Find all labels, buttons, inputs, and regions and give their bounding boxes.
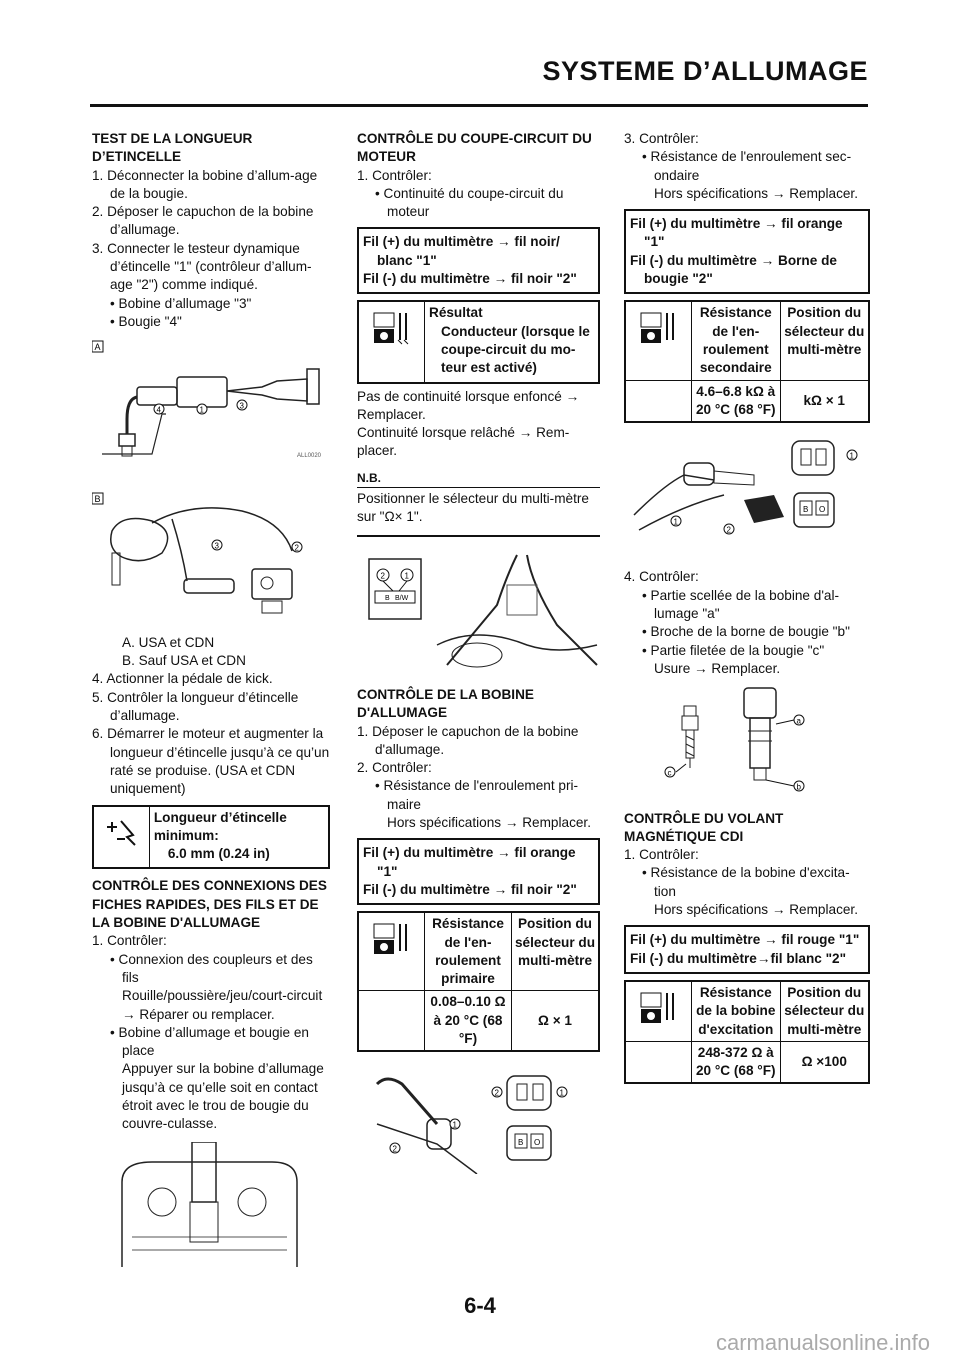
cdi-table	[624, 980, 870, 1084]
spark-gap-icon	[94, 807, 150, 868]
page-number: 6-4	[464, 1293, 496, 1318]
step: 1. Déconnecter la bobine d’allum-age de la bougie.	[92, 167, 318, 201]
page-title: SYSTEME D’ALLUMAGE	[542, 56, 868, 86]
svg-text:2: 2	[726, 525, 731, 535]
header-rule	[90, 104, 868, 107]
svg-text:4: 4	[156, 405, 161, 415]
svg-text:B: B	[803, 505, 809, 515]
section-title-spark-1: TEST DE LA LONGUEUR	[92, 131, 253, 146]
multimeter-icon	[359, 302, 425, 381]
column-3	[624, 130, 870, 1088]
svg-text:1: 1	[673, 517, 678, 527]
svg-text:2: 2	[494, 1088, 499, 1098]
table-header: Position du sélecteur du multi-mètre	[780, 302, 869, 379]
wire-negative: Fil (-) du multimètre→fil blanc "2"	[630, 950, 847, 966]
svg-text:1: 1	[452, 1120, 457, 1130]
primary-coil-figure	[357, 1064, 600, 1174]
result-label: Résultat	[429, 305, 483, 321]
multimeter-icon	[626, 982, 692, 1041]
multimeter-icon	[359, 913, 425, 990]
secondary-coil-spec-box	[624, 209, 870, 294]
paragraph: Continuité lorsque relâché → Rem-placer.	[357, 425, 570, 459]
bullet-text: Appuyer sur la bobine d’allumage jusqu’à ce qu’elle soit en contact étroit avec le trou de bougie du couvre-culasse.	[122, 1061, 324, 1132]
step: 2. Déposer le capuchon de la bobine d’allumage.	[92, 204, 314, 238]
table-cell: Ω × 1	[511, 991, 598, 1050]
svg-text:2: 2	[392, 1144, 397, 1154]
spark-tester-figure-a	[92, 339, 330, 469]
svg-text:B: B	[385, 594, 390, 602]
step: 1. Déposer le capuchon de la bobine d'allumage.	[357, 723, 579, 757]
bullet: • Résistance de l'enroulement pri-maire	[375, 778, 579, 812]
svg-text:a: a	[796, 716, 801, 726]
figure-tag: A	[94, 342, 101, 353]
figure-tag: B	[94, 493, 101, 504]
step: 6. Démarrer le moteur et augmenter la longueur d’étincelle jusqu’à ce qu’un raté se produise. (USA et CDN uniquement)	[92, 726, 330, 797]
bullet: • Bobine d’allumage "3"	[110, 295, 252, 311]
step: 1. Contrôler:	[92, 933, 167, 949]
wire-negative: Fil (-) du multimètre → fil noir "2"	[363, 271, 577, 287]
table-cell: 248-372 Ω à 20 °C (68 °F)	[695, 1044, 776, 1079]
wire-positive: Fil (+) du multimètre → fil orange "1"	[630, 216, 843, 250]
svg-text:2: 2	[380, 571, 385, 581]
bullet-text: Hors spécifications → Remplacer.	[654, 185, 858, 201]
step: 4. Actionner la pédale de kick.	[92, 671, 273, 687]
result-value: Conducteur (lorsque le coupe-circuit du mo-teur est activé)	[441, 323, 590, 376]
primary-coil-spec-box	[357, 838, 600, 905]
note-title: N.B.	[357, 469, 600, 488]
wire-positive: Fil (+) du multimètre → fil orange "1"	[363, 845, 576, 879]
bullet: • Partie scellée de la bobine d'al-lumage "a"	[642, 587, 840, 622]
column-1	[92, 130, 330, 1285]
svg-text:3: 3	[214, 541, 219, 551]
bullet: • Partie filetée de la bougie "c"	[642, 642, 825, 658]
wire-positive: Fil (+) du multimètre → fil rouge "1"	[630, 932, 860, 948]
table-cell: Ω ×100	[780, 1042, 869, 1083]
step: 1. Contrôler:	[357, 167, 432, 183]
cdi-spec-box	[624, 925, 870, 974]
bullet-text: Hors spécifications → Remplacer.	[387, 815, 591, 831]
table-header: Position du sélecteur du multi-mètre	[780, 982, 869, 1041]
svg-text:1: 1	[404, 571, 409, 581]
watermark: carmanualsonline.info	[715, 1330, 930, 1355]
multimeter-icon	[626, 302, 692, 379]
paragraph: Pas de continuité lorsque enfoncé → Remplacer.	[357, 388, 580, 422]
kill-switch-figure	[357, 545, 600, 673]
svg-text:2: 2	[294, 543, 299, 553]
bullet: • Connexion des coupleurs et des fils	[110, 951, 313, 985]
spark-tester-figure-b	[92, 491, 330, 621]
step: 1. Contrôler:	[624, 847, 699, 863]
spec-label: Longueur d’étincelle minimum:	[153, 809, 287, 843]
wire-negative: Fil (-) du multimètre → Borne de bougie "2"	[630, 252, 837, 287]
caption: B. Sauf USA et CDN	[122, 653, 246, 669]
spark-gap-spec-box	[92, 805, 330, 870]
figure-code: ALL0020	[297, 453, 322, 460]
bullet: • Broche de la borne de bougie "b"	[642, 624, 850, 640]
spark-plug-coil-figure	[624, 686, 870, 796]
svg-text:1: 1	[199, 405, 204, 415]
svg-text:1: 1	[559, 1088, 564, 1098]
step: 3. Connecter le testeur dynamique d’étincelle "1" (contrôleur d’allum-age "2") comme indiqué.	[92, 240, 312, 293]
secondary-coil-table	[624, 300, 870, 423]
bullet: • Résistance de l'enroulement sec-ondaire	[642, 149, 852, 183]
bullet: • Bobine d’allumage et bougie en place	[110, 1024, 309, 1059]
section-title-spark-2: D’ETINCELLE	[92, 149, 182, 165]
cylinder-head-figure	[92, 1142, 330, 1272]
note-block	[357, 469, 600, 537]
table-header: Position du sélecteur du multi-mètre	[511, 913, 598, 990]
bullet-text: Rouille/poussière/jeu/court-circuit → Réparer ou remplacer.	[122, 988, 323, 1022]
wire-negative: Fil (-) du multimètre → fil noir "2"	[363, 881, 577, 897]
bullet: • Continuité du coupe-circuit du moteur	[375, 185, 564, 220]
kill-switch-spec-box	[357, 227, 600, 294]
table-cell: 4.6–6.8 kΩ à 20 °C (68 °F)	[695, 383, 776, 417]
section-title-ignition-coil: CONTRÔLE DE LA BOBINE D'ALLUMAGE	[357, 686, 534, 721]
step: 4. Contrôler:	[624, 569, 699, 585]
step: 5. Contrôler la longueur d’étincelle d’allumage.	[92, 689, 299, 724]
bullet-text: Hors spécifications → Remplacer.	[654, 902, 858, 918]
svg-text:O: O	[819, 505, 826, 515]
table-cell: kΩ × 1	[780, 381, 869, 422]
step: 3. Contrôler:	[624, 131, 699, 146]
svg-text:1: 1	[849, 451, 854, 461]
bullet: • Résistance de la bobine d'excita-tion	[642, 865, 850, 899]
svg-text:B/W: B/W	[395, 594, 409, 602]
secondary-coil-figure	[624, 435, 870, 555]
caption: A. USA et CDN	[122, 634, 215, 650]
step: 2. Contrôler:	[357, 760, 432, 776]
bullet-text: Usure → Remplacer.	[654, 660, 781, 676]
table-header: Résistance de la bobine d'excitation	[696, 984, 776, 1037]
section-title-connections: CONTRÔLE DES CONNEXIONS DES FICHES RAPIDES, DES FILS ET DE LA BOBINE D'ALLUMAGE	[92, 878, 327, 931]
table-header: Résistance de l'en-roulement primaire	[432, 916, 504, 987]
svg-text:c: c	[667, 768, 672, 778]
svg-text:3: 3	[239, 401, 244, 411]
kill-switch-result-box	[357, 300, 600, 383]
svg-text:b: b	[796, 782, 801, 792]
table-cell: 0.08–0.10 Ω à 20 °C (68 °F)	[430, 994, 506, 1046]
svg-text:O: O	[534, 1138, 541, 1148]
spec-value: 6.0 mm (0.24 in)	[167, 846, 270, 862]
bullet: • Bougie "4"	[110, 313, 182, 329]
column-2	[357, 130, 600, 1188]
note-text: Positionner le sélecteur du multi-mètre sur "Ω× 1".	[357, 491, 589, 525]
primary-coil-table	[357, 911, 600, 1052]
section-title-kill-switch: CONTRÔLE DU COUPE-CIRCUIT DU MOTEUR	[357, 131, 592, 165]
wire-positive: Fil (+) du multimètre → fil noir/ blanc "1"	[363, 234, 560, 268]
table-header: Résistance de l'en-roulement secondaire	[699, 305, 772, 376]
svg-text:B: B	[518, 1138, 524, 1148]
section-title-cdi: CONTRÔLE DU VOLANT MAGNÉTIQUE CDI	[624, 810, 784, 844]
